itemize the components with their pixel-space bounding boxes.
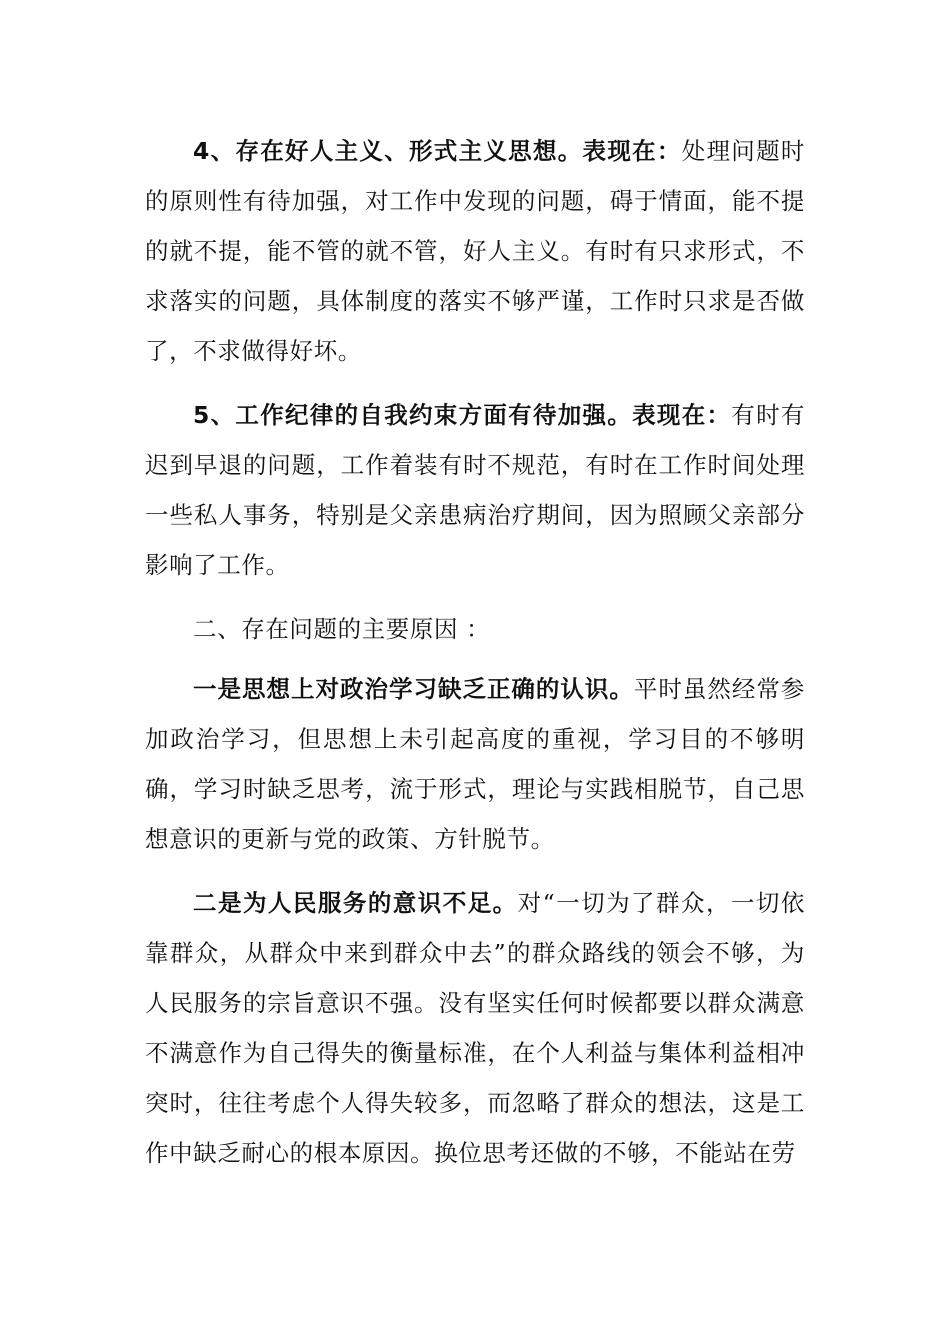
paragraph-text: 有时有迟到早退的问题，工作着装有时不规范，有时在工作时间处理一些私人事务，特别是父亲患病治疗期间，因为照顾父亲部分影响了工作。 [145,401,805,579]
paragraph-text: 处理问题时的原则性有待加强，对工作中发现的问题，碍于情面，能不提的就不提，能不管的就不管，好人主义。有时有只求形式，不求落实的问题，具体制度的落实不够严谨，工作时只求是否做了，不求做得好坏。 [145,137,805,365]
paragraph-text: 平时虽然经常参加政治学习，但思想上未引起高度的重视，学习目的不够明确，学习时缺乏思考，流于形式，理论与实践相脱节，自己思想意识的更新与党的政策、方针脱节。 [145,675,805,853]
paragraph-reason-2 [145,878,805,1178]
paragraph-item-4 [145,126,805,376]
paragraph-lead: 4、存在好人主义、形式主义思想。表现在： [193,137,682,165]
paragraph-lead: 二是为人民服务的意识不足。 [193,889,518,917]
section-heading-text: 二、存在问题的主要原因 ： [193,615,491,643]
paragraph-lead: 5、工作纪律的自我约束方面有待加强。表现在： [193,401,732,429]
paragraph-item-5 [145,390,805,590]
document-body [145,126,805,1192]
paragraph-reason-1 [145,664,805,864]
paragraph-lead: 一是思想上对政治学习缺乏正确的认识。 [193,675,634,703]
paragraph-text: 对“一切为了群众，一切依靠群众，从群众中来到群众中去”的群众路线的领会不够，为人民服务的宗旨意识不强。没有坚实任何时候都要以群众满意不满意作为自己得失的衡量标准，在个人利益与集体利益相冲突时，往往考虑个人得失较多，而忽略了群众的想法，这是工作中缺乏耐心的根本原因。换位思考还做的不够，不能站在劳 [145,889,805,1167]
section-heading [145,604,805,654]
